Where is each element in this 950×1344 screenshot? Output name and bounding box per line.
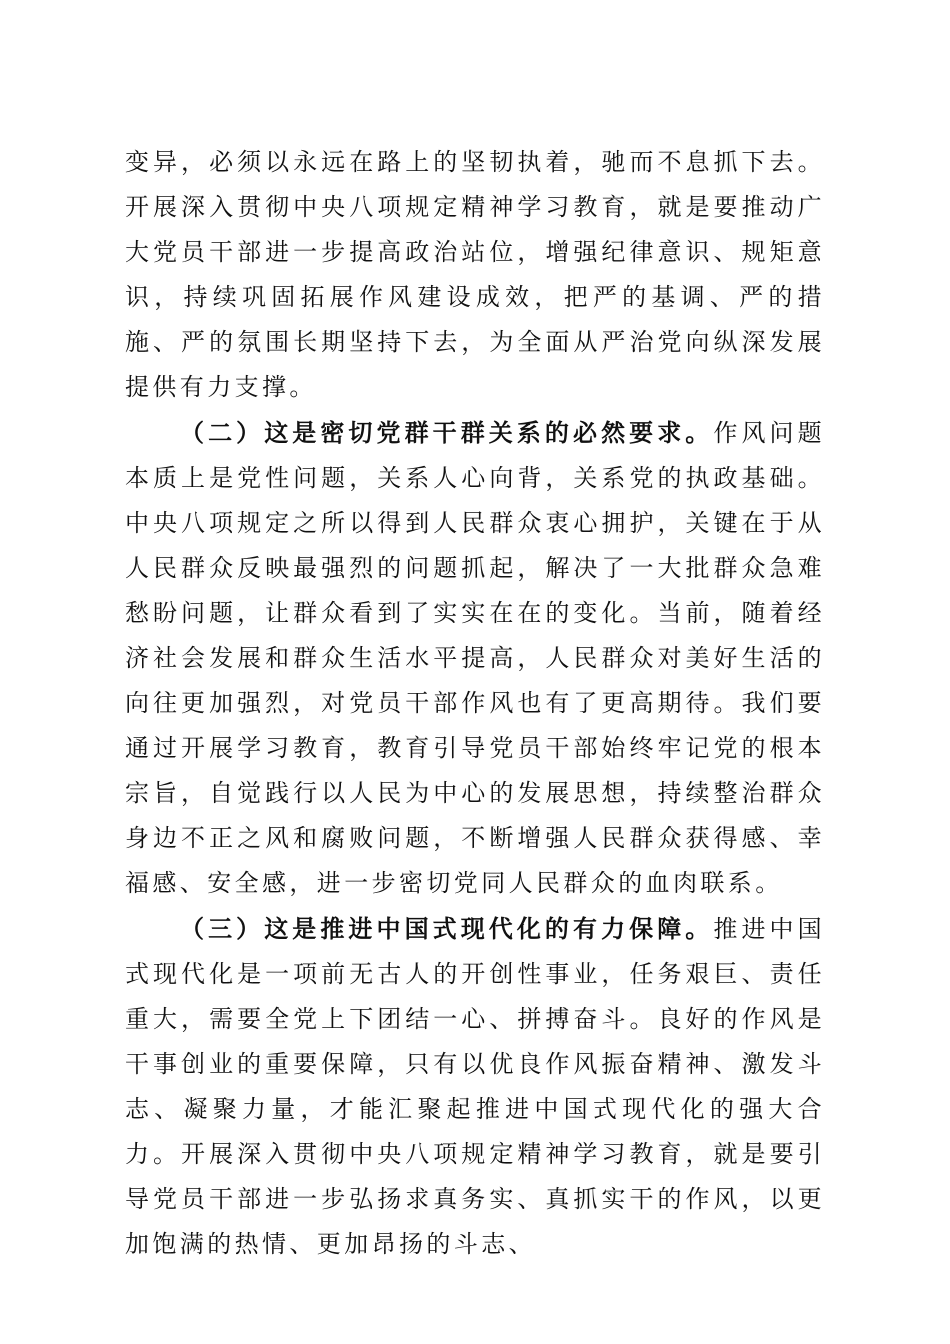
paragraph-section-3 bbox=[125, 906, 825, 1267]
paragraph-text: 变异，必须以永远在路上的坚韧执着，驰而不息抓下去。开展深入贯彻中央八项规定精神学习教育，就是要推动广大党员干部进一步提高政治站位，增强纪律意识、规矩意识，持续巩固拓展作风建设成效，把严的基调、严的措施、严的氛围长期坚持下去，为全面从严治党向纵深发展提供有力支撑。 bbox=[125, 148, 825, 401]
paragraph-text: 推进中国式现代化是一项前无古人的开创性事业，任务艰巨、责任重大，需要全党上下团结一心、拼搏奋斗。良好的作风是干事创业的重要保障，只有以优良作风振奋精神、激发斗志、凝聚力量，才能汇聚起推进中国式现代化的强大合力。开展深入贯彻中央八项规定精神学习教育，就是要引导党员干部进一步弘扬求真务实、真抓实干的作风，以更加饱满的热情、更加昂扬的斗志、 bbox=[125, 915, 825, 1258]
paragraph-continuation bbox=[125, 140, 825, 410]
section-heading: （三）这是推进中国式现代化的有力保障。 bbox=[180, 914, 714, 943]
section-heading: （二）这是密切党群干群关系的必然要求。 bbox=[180, 418, 714, 447]
paragraph-section-2 bbox=[125, 410, 825, 906]
document-body bbox=[125, 140, 825, 1267]
paragraph-text: 作风问题本质上是党性问题，关系人心向背，关系党的执政基础。中央八项规定之所以得到人民群众衷心拥护，关键在于从人民群众反映最强烈的问题抓起，解决了一大批群众急难愁盼问题，让群众看到了实实在在的变化。当前，随着经济社会发展和群众生活水平提高，人民群众对美好生活的向往更加强烈，对党员干部作风也有了更高期待。我们要通过开展学习教育，教育引导党员干部始终牢记党的根本宗旨，自觉践行以人民为中心的发展思想，持续整治群众身边不正之风和腐败问题，不断增强人民群众获得感、幸福感、安全感，进一步密切党同人民群众的血肉联系。 bbox=[125, 419, 825, 897]
